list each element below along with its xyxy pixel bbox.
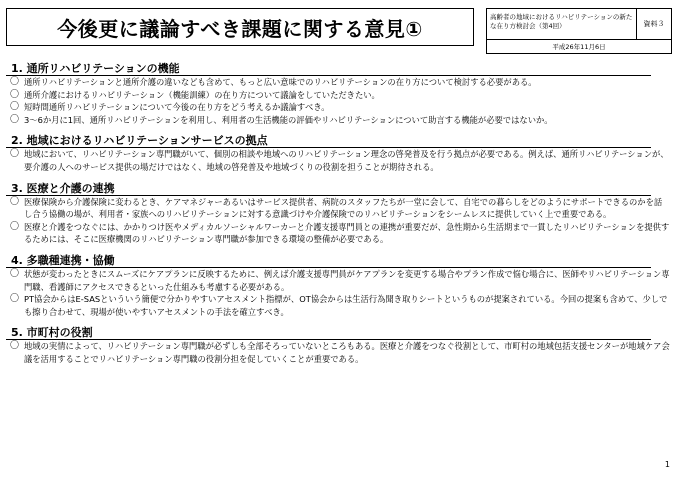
bullet-icon: 〇 bbox=[10, 268, 20, 279]
section-4 bbox=[6, 254, 674, 318]
list-item bbox=[6, 101, 670, 114]
section-2 bbox=[6, 134, 674, 173]
bullet-icon: 〇 bbox=[10, 341, 20, 352]
list-item-text: 状態が変わったときにスムーズにケアプランに反映するために、例えば介護支援専門員がケアプランを変更する場合やプラン作成で悩む場合に、医師やリハビリテーション専門職、看護師にアクセスできるといった仕組みも考慮する必要がある。 bbox=[24, 268, 670, 292]
list-item bbox=[6, 89, 670, 102]
bullet-icon: 〇 bbox=[10, 77, 20, 87]
document-label: 資料３ bbox=[643, 20, 665, 28]
list-item-text: 短時間通所リハビリテーションについて今後の在り方をどう考えるか議論すべき。 bbox=[24, 102, 330, 113]
list-item bbox=[6, 114, 670, 127]
list-item bbox=[6, 148, 670, 173]
list-item-text: 通所介護におけるリハビリテーション（機能訓練）の在り方について議論をしていただきたい。 bbox=[24, 89, 380, 100]
bullet-icon: 〇 bbox=[10, 114, 20, 125]
section-3 bbox=[6, 182, 674, 246]
section-heading: 4. 多職種連携・協働 bbox=[6, 254, 651, 268]
section-heading: 2. 地域におけるリハビリテーションサービスの拠点 bbox=[6, 134, 651, 148]
bullet-icon: 〇 bbox=[10, 221, 20, 232]
list-item bbox=[6, 196, 670, 221]
section-1 bbox=[6, 62, 674, 126]
meeting-date: 平成26年11月6日 bbox=[552, 43, 606, 51]
bullet-icon: 〇 bbox=[10, 294, 20, 305]
list-item bbox=[6, 268, 670, 293]
section-heading: 3. 医療と介護の連携 bbox=[6, 182, 651, 196]
list-item-text: 地域の実情によって、リハビリテーション専門職が必ずしも全部そろっていないところもある。医療と介護をつなぐ役割として、市町村の地域包括支援センターが地域ケア会議を活用することでリハビリテーション専門職の役割分担を促していくことが重要である。 bbox=[24, 341, 670, 364]
title-box bbox=[6, 8, 474, 46]
bullet-icon: 〇 bbox=[10, 89, 20, 100]
list-item bbox=[6, 76, 670, 89]
list-item bbox=[6, 221, 670, 246]
section-heading: 1. 通所リハビリテーションの機能 bbox=[6, 62, 651, 76]
document-meta-table bbox=[486, 8, 672, 54]
meeting-name: 高齢者の地域におけるリハビリテーションの新たな在り方検討会（第4回） bbox=[487, 9, 637, 39]
page-title: 今後更に議論すべき課題に関する意見① bbox=[57, 16, 423, 41]
list-item bbox=[6, 293, 670, 318]
meta-top-row bbox=[487, 9, 671, 40]
bullet-icon: 〇 bbox=[10, 102, 20, 113]
content-area bbox=[6, 62, 674, 366]
list-item-text: 通所リハビリテーションと通所介護の違いなども含めて、もっと広い意味でのリハビリテーションの在り方について検討する必要がある。 bbox=[24, 77, 537, 87]
list-item-text: 地域において、リハビリテーション専門職がいて、個別の相談や地域へのリハビリテーション理念の啓発普及を行う拠点が必要である。例えば、通所リハビリテーションが、要介護の人へのサービス提供の場だけではなく、地域の啓発普及や地域づくりの役割を担うことが期待される。 bbox=[24, 149, 669, 172]
section-5 bbox=[6, 326, 674, 365]
list-item-text: 3～6か月に1回、通所リハビリテーションを利用し、利用者の生活機能の評価やリハビリテーションについて助言する機能が必要ではないか。 bbox=[24, 114, 553, 125]
section-heading: 5. 市町村の役割 bbox=[6, 326, 651, 340]
bullet-icon: 〇 bbox=[10, 149, 20, 160]
list-item-text: 医療と介護をつなぐには、かかりつけ医やメディカルソーシャルワーカーと介護支援専門員との連携が重要だが、急性期から生活期まで一貫したリハビリテーションを提供するためには、そこに医療機関のリハビリテーション専門職が参加できる環境の整備が必要である。 bbox=[24, 221, 670, 245]
list-item bbox=[6, 340, 670, 365]
list-item-text: PT協会からはE-SASといういう簡便で分かりやすいアセスメント指標が、OT協会からは生活行為聞き取りシートというものが提案されている。今回の提案も含めて、少しでも擦り合わせて、現場が使いやすいアセスメントの手法を確立すべき。 bbox=[24, 294, 668, 317]
bullet-icon: 〇 bbox=[10, 196, 20, 207]
list-item-text: 医療保険から介護保険に変わるとき、ケアマネジャーあるいはサービス提供者、病院のスタッフたちが一堂に会して、自宅での暮らしをどのようにサポートできるのかを話し合う協働の場が、利用者・家族へのリハビリテーションに対する意識づけや介護保険でのリハビリテーションをシームレスに提供していく上で重要である。 bbox=[24, 196, 663, 220]
page-number: 1 bbox=[664, 460, 670, 469]
